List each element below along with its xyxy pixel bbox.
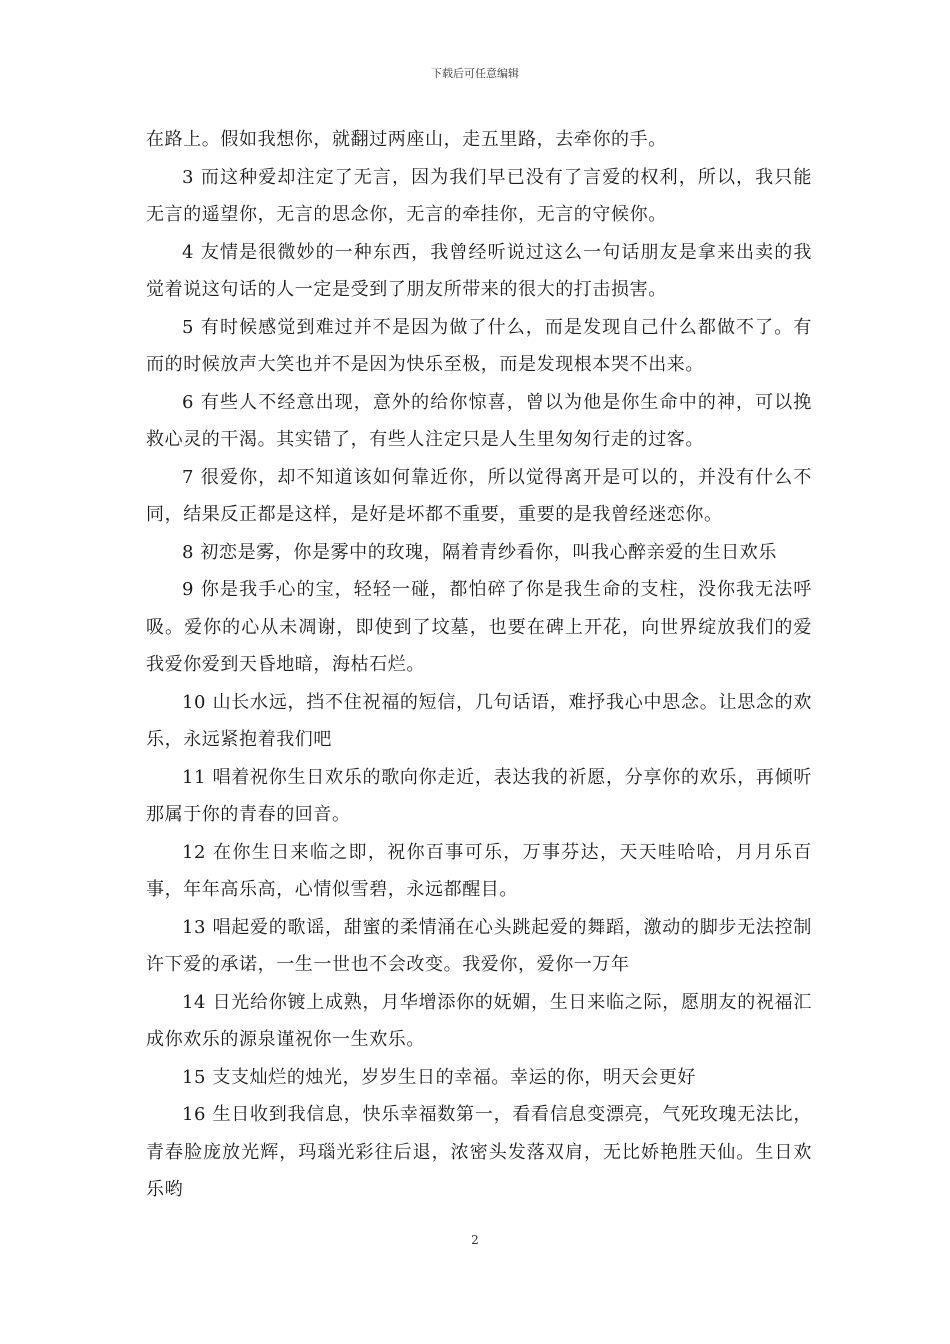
- paragraph-continuation: 在路上。假如我想你，就翻过两座山，走五里路，去牵你的手。: [146, 129, 667, 150]
- paragraph: 16 生日收到我信息，快乐幸福数第一，看看信息变漂亮，气死玫瑰无法比，青春脸庞放光辉，玛瑙光彩往后退，浓密头发落双肩，无比娇艳胜天仙。生日欢乐哟: [146, 1104, 812, 1200]
- paragraph: 14 日光给你镀上成熟，月华增添你的妩媚，生日来临之际，愿朋友的祝福汇成你欢乐的源泉谨祝你一生欢乐。: [146, 991, 812, 1050]
- page-number: 2: [471, 1233, 479, 1247]
- paragraph: 9 你是我手心的宝，轻轻一碰，都怕碎了你是我生命的支柱，没你我无法呼吸。爱你的心从未凋谢，即使到了坟墓，也要在碑上开花，向世界绽放我们的爱我爱你爱到天昏地暗，海枯石烂。: [146, 579, 812, 675]
- paragraph: 15 支支灿烂的烛光，岁岁生日的幸福。幸运的你，明天会更好: [182, 1066, 697, 1088]
- paragraph: 4 友情是很微妙的一种东西，我曾经听说过这么一句话朋友是拿来出卖的我觉着说这句话的人一定是受到了朋友所带来的很大的打击损害。: [146, 241, 812, 300]
- paragraph: 6 有些人不经意出现，意外的给你惊喜，曾以为他是你生命中的神，可以挽救心灵的干渴。其实错了，有些人注定只是人生里匆匆行走的过客。: [146, 391, 812, 450]
- page-header: 下载后可任意编辑: [431, 67, 519, 80]
- paragraph: 8 初恋是雾，你是雾中的玫瑰，隔着青纱看你，叫我心醉亲爱的生日欢乐: [182, 541, 777, 563]
- paragraph: 11 唱着祝你生日欢乐的歌向你走近，表达我的祈愿，分享你的欢乐，再倾听那属于你的青春的回音。: [146, 766, 812, 825]
- paragraph: 3 而这种爱却注定了无言，因为我们早已没有了言爱的权利，所以，我只能无言的遥望你，无言的思念你，无言的牵挂你，无言的守候你。: [146, 166, 812, 225]
- paragraph: 7 很爱你，却不知道该如何靠近你，所以觉得离开是可以的，并没有什么不同，结果反正都是这样，是好是坏都不重要，重要的是我曾经迷恋你。: [146, 466, 812, 525]
- document-body: [146, 121, 812, 1209]
- paragraph: 10 山长水远，挡不住祝福的短信，几句话语，难抒我心中思念。让思念的欢乐，永远紧抱着我们吧: [146, 691, 812, 750]
- paragraph: 12 在你生日来临之即，祝你百事可乐，万事芬达，天天哇哈哈，月月乐百事，年年高乐高，心情似雪碧，永远都醒目。: [146, 841, 812, 900]
- paragraph: 13 唱起爱的歌谣，甜蜜的柔情涌在心头跳起爱的舞蹈，激动的脚步无法控制许下爱的承诺，一生一世也不会改变。我爱你，爱你一万年: [146, 916, 812, 975]
- paragraph: 5 有时候感觉到难过并不是因为做了什么，而是发现自己什么都做不了。有而的时候放声大笑也并不是因为快乐至极，而是发现根本哭不出来。: [146, 316, 812, 375]
